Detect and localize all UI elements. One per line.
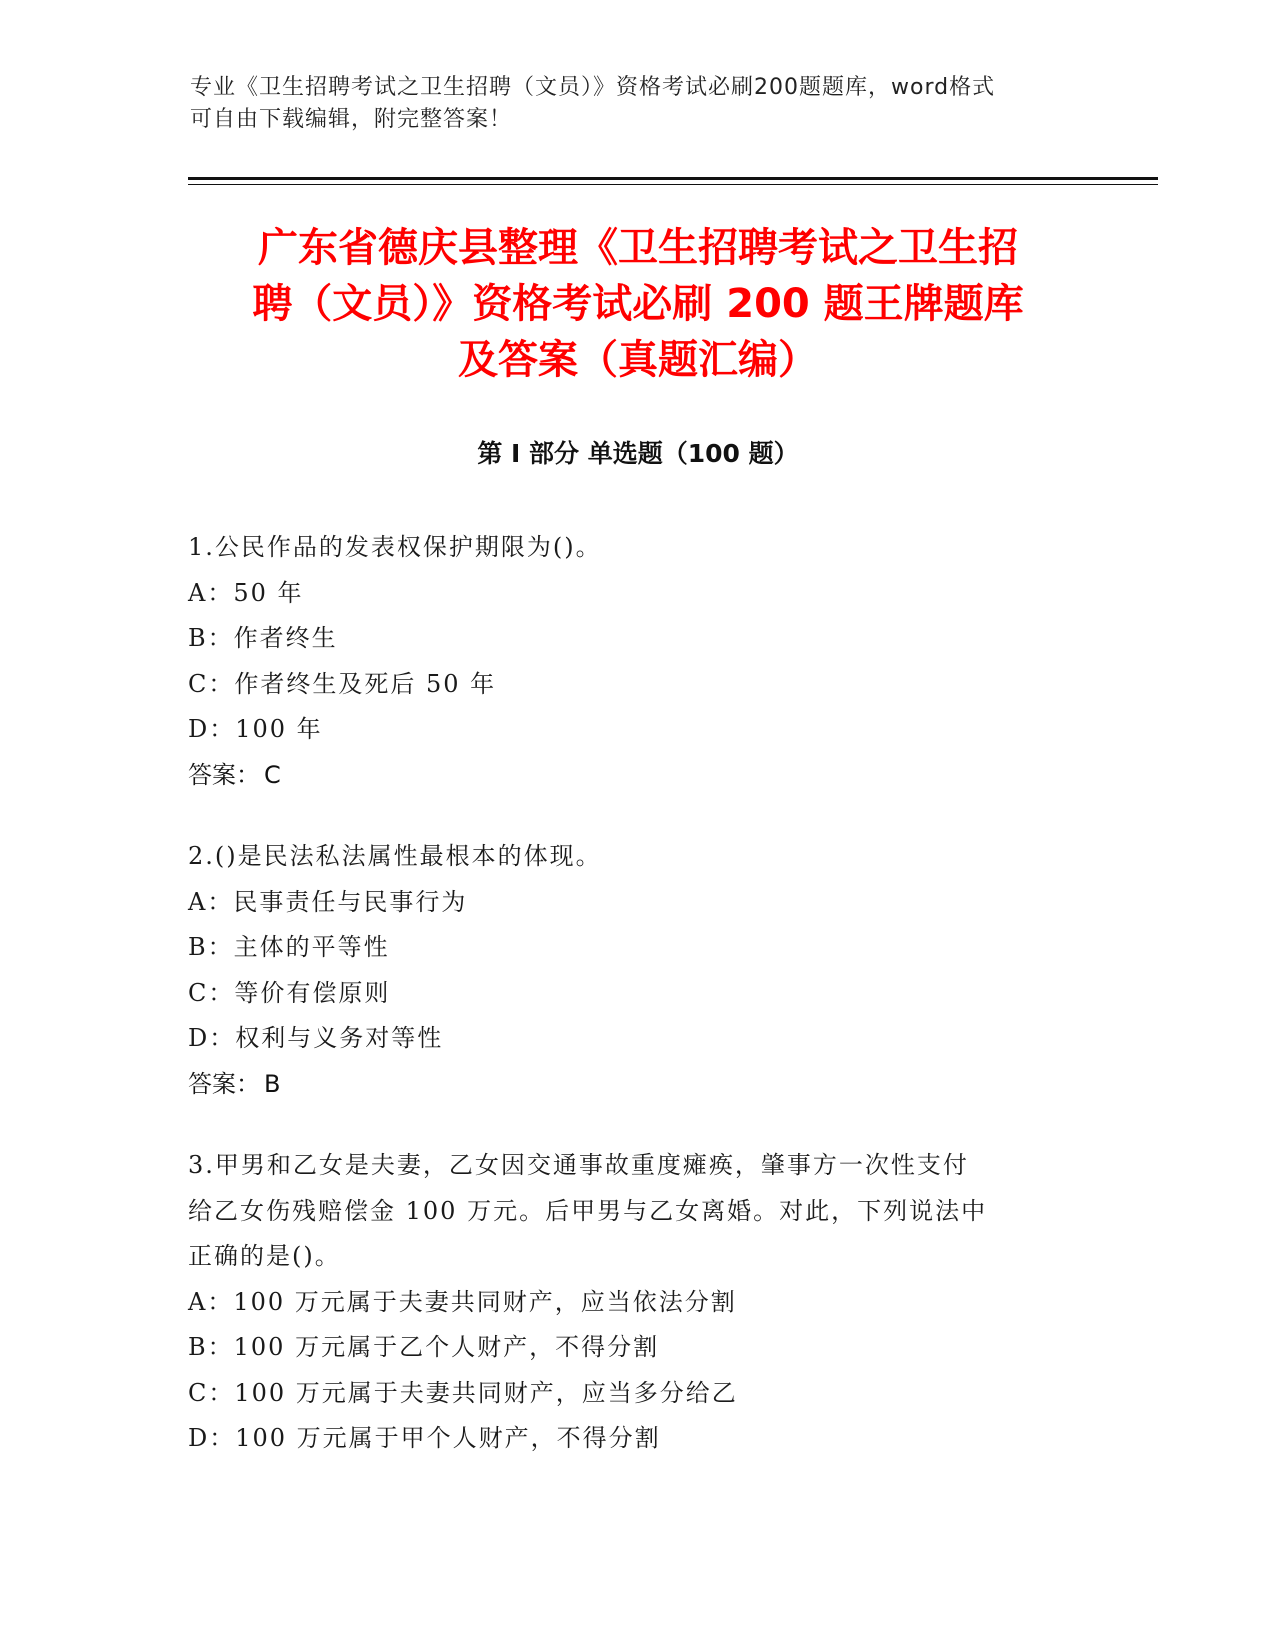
document-title-line-1: 广东省德庆县整理《卫生招聘考试之卫生招 <box>258 225 1018 271</box>
option-b: B：作者终生 <box>188 624 338 652</box>
question-1 <box>188 525 1068 798</box>
option-c: C：作者终生及死后 50 年 <box>188 669 497 698</box>
option-a: A：民事责任与民事行为 <box>188 887 468 916</box>
answer-label: 答案： <box>188 760 260 789</box>
option-c: C：100 万元属于夫妻共同财产，应当多分给乙 <box>188 1378 738 1407</box>
question-stem: 2.()是民法私法属性最根本的体现。 <box>188 842 602 870</box>
option-d: D：100 万元属于甲个人财产，不得分割 <box>188 1424 661 1452</box>
question-stem-line-3: 正确的是()。 <box>188 1242 341 1270</box>
option-a: A：50 年 <box>188 578 304 607</box>
answer-value: B <box>264 1069 281 1098</box>
option-d: D：权利与义务对等性 <box>188 1024 444 1052</box>
option-d: D：100 年 <box>188 715 323 743</box>
document-title-line-2: 聘（文员）》资格考试必刷 200 题王牌题库 <box>252 281 1024 327</box>
header-note <box>190 72 1070 136</box>
question-2 <box>188 834 1068 1107</box>
option-b: B：100 万元属于乙个人财产，不得分割 <box>188 1333 660 1361</box>
header-divider-thick <box>188 177 1158 180</box>
option-a: A：100 万元属于夫妻共同财产，应当依法分割 <box>188 1287 737 1316</box>
option-c: C：等价有偿原则 <box>188 978 391 1007</box>
header-note-line-2: 可自由下载编辑，附完整答案！ <box>190 107 513 132</box>
header-divider-thin <box>188 184 1158 185</box>
question-3 <box>188 1143 1068 1462</box>
section-title: 第 I 部分 单选题（100 题） <box>477 439 799 468</box>
answer-line <box>188 1062 1068 1108</box>
question-stem: 1.公民作品的发表权保护期限为()。 <box>188 533 602 561</box>
answer-line <box>188 753 1068 799</box>
header-note-line-1: 专业《卫生招聘考试之卫生招聘（文员）》资格考试必刷200题题库，word格式 <box>190 75 996 100</box>
question-stem-line-2: 给乙女伤残赔偿金 100 万元。后甲男与乙女离婚。对此，下列说法中 <box>188 1196 988 1225</box>
question-stem-line-1: 3.甲男和乙女是夫妻，乙女因交通事故重度瘫痪，肇事方一次性支付 <box>188 1151 969 1179</box>
option-b: B：主体的平等性 <box>188 933 390 961</box>
answer-value: C <box>264 760 281 789</box>
document-title-line-3: 及答案（真题汇编） <box>458 337 818 383</box>
question-list <box>188 525 1068 1498</box>
answer-label: 答案： <box>188 1069 260 1098</box>
document-title <box>188 220 1088 388</box>
